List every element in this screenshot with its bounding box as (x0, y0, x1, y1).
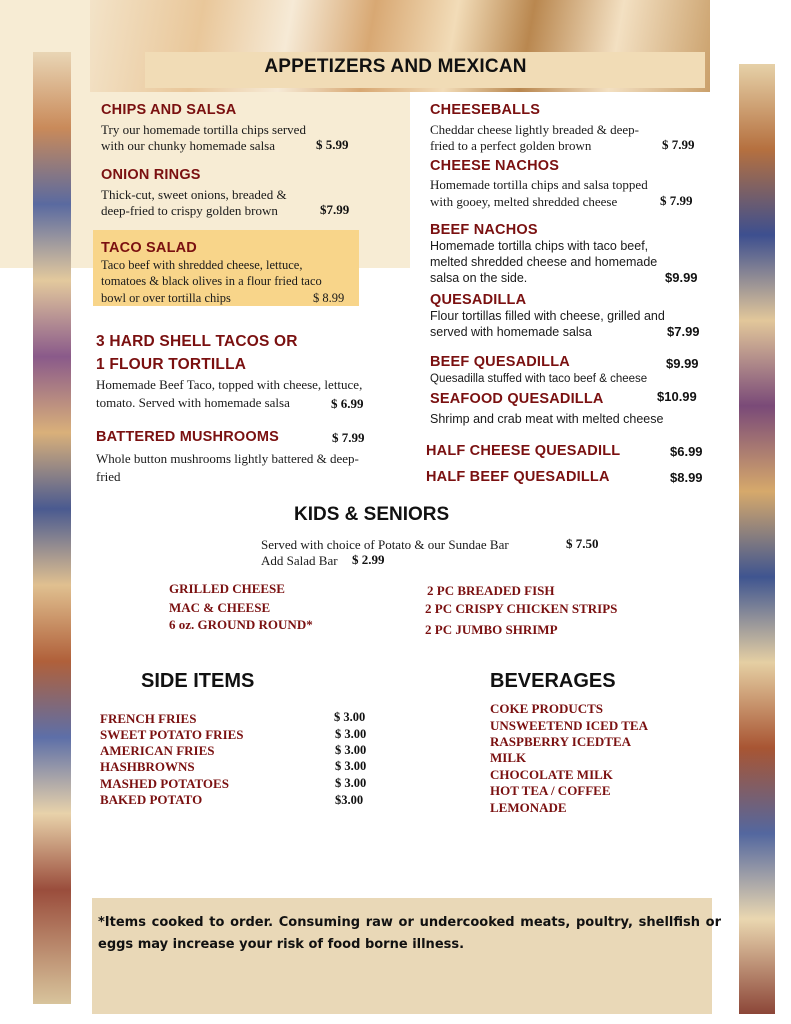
item-title-cheese-nachos: CHEESE NACHOS (430, 158, 560, 174)
side-item-name: SWEET POTATO FRIES (100, 727, 244, 742)
beverages-heading: BEVERAGES (490, 670, 616, 692)
item-title-half-cheese: HALF CHEESE QUESADILL (426, 443, 621, 459)
item-title-onion-rings: ONION RINGS (101, 167, 201, 183)
item-desc-cheese-nachos-1: Homemade tortilla chips and salsa topped (430, 177, 648, 192)
item-title-tacos: 3 HARD SHELL TACOS OR (96, 333, 298, 350)
item-price-cheese-nachos: $ 7.99 (660, 193, 693, 208)
item-title-taco-salad: TACO SALAD (101, 240, 197, 256)
item-desc-onion-rings-1: Thick-cut, sweet onions, breaded & (101, 187, 287, 202)
item-title-beef-nachos: BEEF NACHOS (430, 222, 538, 238)
item-desc-onion-rings-2: deep-fried to crispy golden brown (101, 203, 278, 218)
side-item-name: FRENCH FRIES (100, 711, 197, 726)
item-desc-taco-salad-1: Taco beef with shredded cheese, lettuce, (101, 258, 303, 272)
beverage-item: UNSWEETEND ICED TEA (490, 718, 648, 733)
item-price-tacos: $ 6.99 (331, 396, 364, 411)
beverage-item: COKE PRODUCTS (490, 701, 604, 716)
item-desc-beef-nachos-2: melted shredded cheese and homemade (430, 255, 658, 269)
item-desc-cheese-nachos-2: with gooey, melted shredded cheese (430, 194, 618, 209)
side-items-heading: SIDE ITEMS (141, 670, 255, 692)
beverage-item: CHOCOLATE MILK (490, 767, 613, 782)
item-desc-tacos-2: tomato. Served with homemade salsa (96, 395, 290, 410)
kids-line-2-price: $ 2.99 (352, 552, 385, 567)
item-desc-beef-nachos-1: Homemade tortilla chips with taco beef, (430, 239, 649, 253)
item-price-beef-quesadilla: $9.99 (666, 356, 699, 371)
side-item-name: BAKED POTATO (100, 792, 203, 807)
side-item-price: $3.00 (335, 793, 364, 807)
beverage-item: MILK (490, 750, 527, 765)
item-desc-cheeseballs-1: Cheddar cheese lightly breaded & deep- (430, 122, 639, 137)
item-desc-chips-salsa-1: Try our homemade tortilla chips served (101, 122, 306, 137)
beverage-item: LEMONADE (490, 800, 567, 815)
side-item-price: $ 3.00 (335, 727, 367, 741)
item-price-half-beef: $8.99 (670, 470, 703, 485)
decorative-right-strip (739, 64, 775, 1014)
item-desc-beef-nachos-3: salsa on the side. (430, 271, 528, 285)
item-desc-beef-quesadilla: Quesadilla stuffed with taco beef & cheese (430, 373, 648, 385)
kids-line-1: Served with choice of Potato & our Sundae Bar (261, 537, 509, 552)
kids-line-2: Add Salad Bar (261, 553, 338, 568)
item-desc-taco-salad-3: bowl or over tortilla chips (101, 291, 231, 305)
side-item-name: AMERICAN FRIES (100, 743, 215, 758)
item-desc-quesadilla-1: Flour tortillas filled with cheese, grilled and (430, 309, 665, 323)
item-title-chips-salsa: CHIPS AND SALSA (101, 102, 237, 118)
item-price-cheeseballs: $ 7.99 (662, 137, 695, 152)
item-price-half-cheese: $6.99 (670, 444, 703, 459)
decorative-left-strip (33, 52, 71, 1004)
item-title-quesadilla: QUESADILLA (430, 292, 527, 308)
kids-line-1-price: $ 7.50 (566, 536, 599, 551)
page-title: APPETIZERS AND MEXICAN (264, 56, 527, 77)
kids-item-jumbo-shrimp: 2 PC JUMBO SHRIMP (425, 622, 558, 637)
item-title-tacos-2: 1 FLOUR TORTILLA (96, 356, 247, 373)
item-desc-quesadilla-2: served with homemade salsa (430, 325, 592, 339)
item-price-beef-nachos: $9.99 (665, 270, 698, 285)
item-price-chips-salsa: $ 5.99 (316, 137, 349, 152)
side-item-name: MASHED POTATOES (100, 776, 229, 791)
side-item-price: $ 3.00 (335, 776, 367, 790)
item-title-mushrooms: BATTERED MUSHROOMS (96, 429, 279, 445)
side-item-name: HASHBROWNS (100, 759, 195, 774)
item-desc-mushrooms-1: Whole button mushrooms lightly battered & deep- (96, 451, 359, 466)
item-price-onion-rings: $7.99 (320, 202, 350, 217)
item-title-cheeseballs: CHEESEBALLS (430, 102, 541, 118)
item-desc-mushrooms-2: fried (96, 469, 121, 484)
item-title-beef-quesadilla: BEEF QUESADILLA (430, 354, 570, 370)
food-safety-notice: *Items cooked to order. Consuming raw or undercooked meats, poultry, shellfish or eggs may increase your risk of food borne illness. (98, 915, 721, 952)
kids-seniors-heading: KIDS & SENIORS (294, 504, 450, 525)
kids-item-breaded-fish: 2 PC BREADED FISH (427, 583, 555, 598)
item-desc-cheeseballs-2: fried to a perfect golden brown (430, 138, 592, 153)
kids-item-chicken-strips: 2 PC CRISPY CHICKEN STRIPS (425, 601, 618, 616)
side-item-price: $ 3.00 (335, 743, 367, 757)
beverage-item: HOT TEA / COFFEE (490, 783, 611, 798)
kids-item-grilled-cheese: GRILLED CHEESE (169, 581, 285, 596)
item-desc-taco-salad-2: tomatoes & black olives in a flour fried taco (101, 274, 322, 288)
item-desc-chips-salsa-2: with our chunky homemade salsa (101, 138, 276, 153)
kids-item-mac-cheese: MAC & CHEESE (169, 600, 271, 615)
side-item-price: $ 3.00 (334, 710, 366, 724)
item-desc-tacos-1: Homemade Beef Taco, topped with cheese, lettuce, (96, 377, 363, 392)
item-price-taco-salad: $ 8.99 (313, 291, 345, 305)
item-title-half-beef: HALF BEEF QUESADILLA (426, 469, 610, 485)
beverage-item: RASPBERRY ICEDTEA (490, 734, 632, 749)
item-title-seafood-quesadilla: SEAFOOD QUESADILLA (430, 391, 604, 407)
side-item-price: $ 3.00 (335, 759, 367, 773)
item-price-mushrooms: $ 7.99 (332, 430, 365, 445)
item-price-quesadilla: $7.99 (667, 324, 700, 339)
item-price-seafood-quesadilla: $10.99 (657, 389, 697, 404)
item-desc-seafood-quesadilla: Shrimp and crab meat with melted cheese (430, 412, 664, 426)
kids-item-ground-round: 6 oz. GROUND ROUND* (169, 617, 313, 632)
